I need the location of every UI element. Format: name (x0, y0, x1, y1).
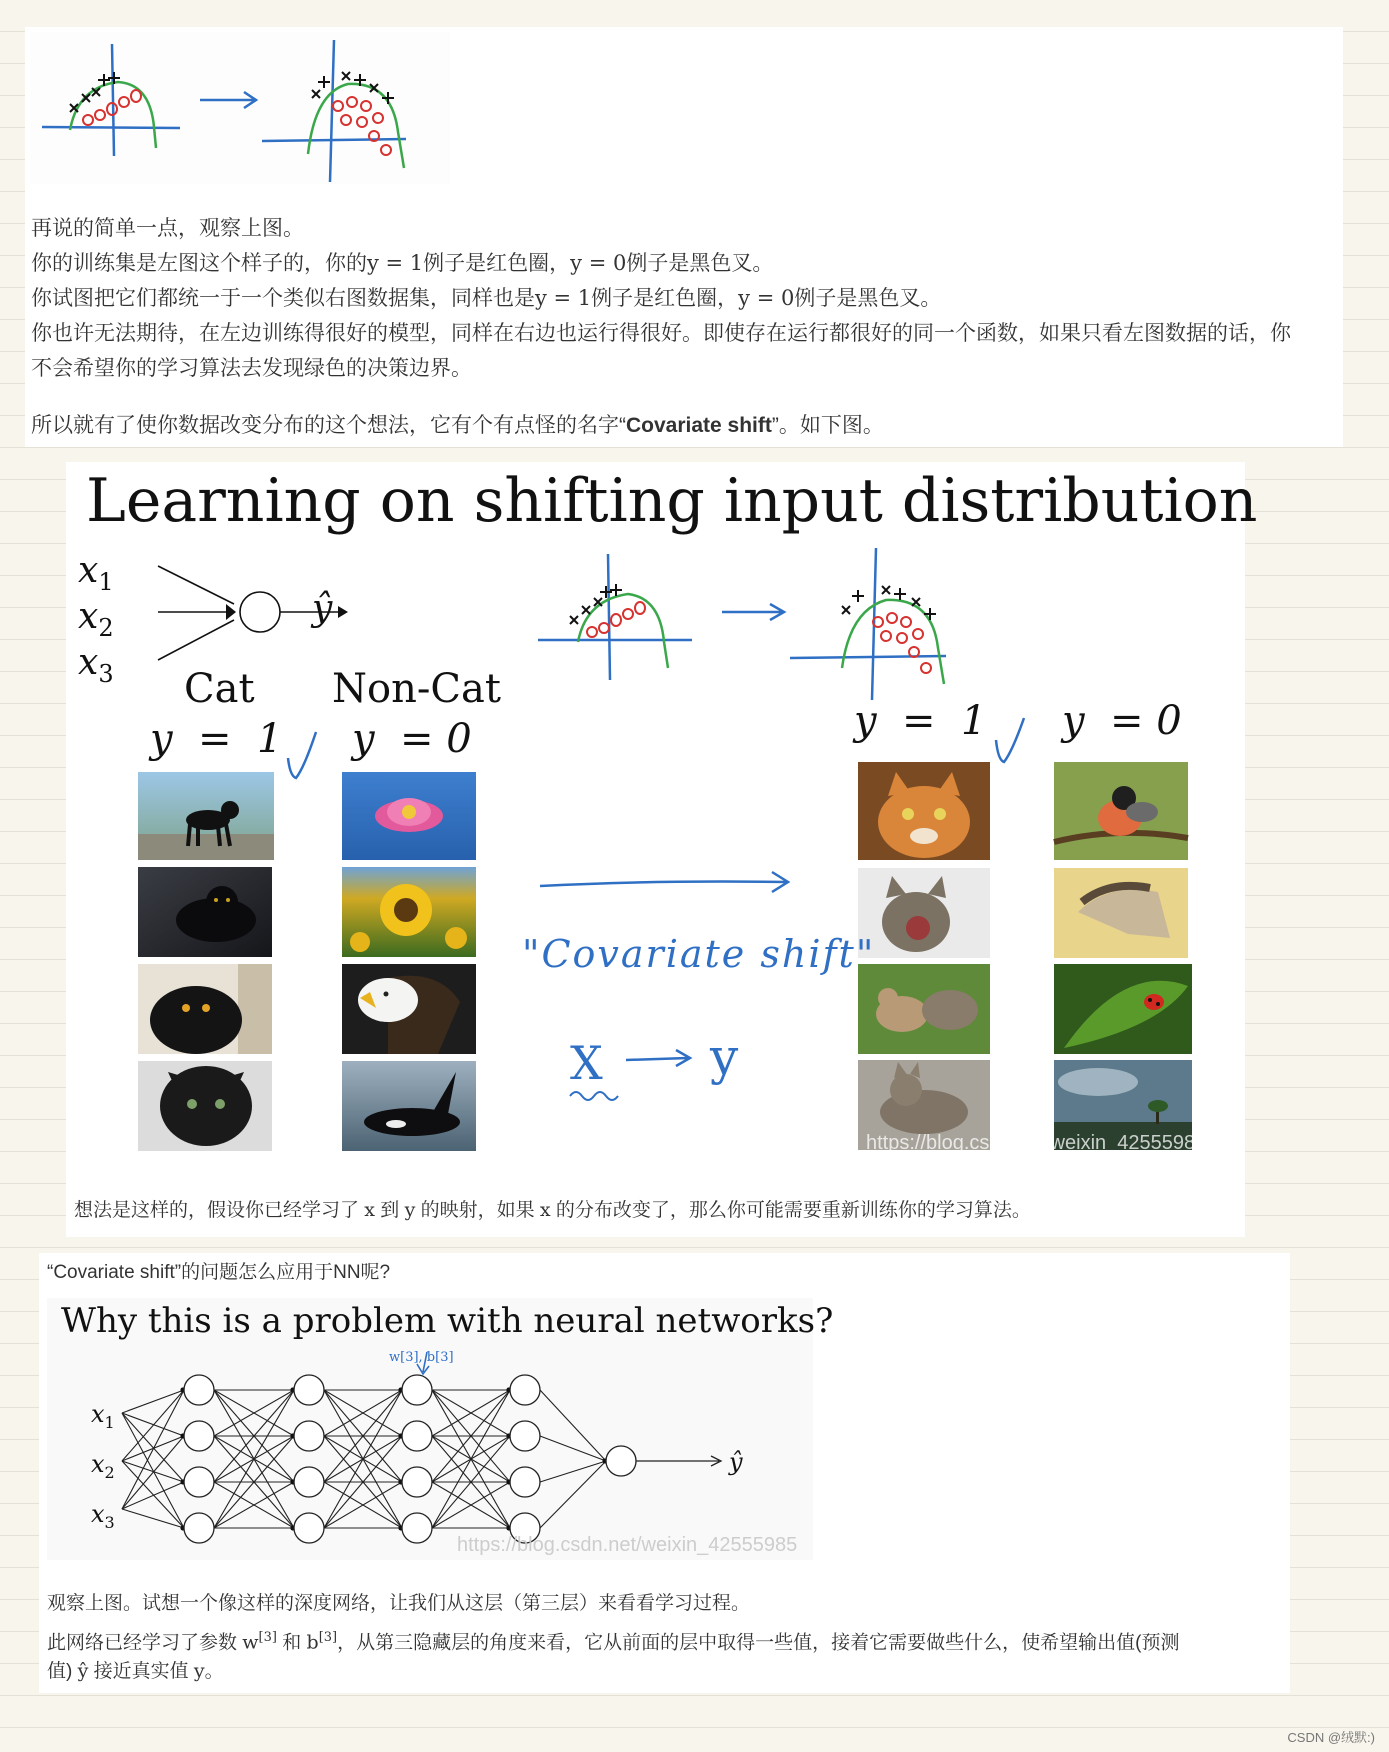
hidden-node (606, 1446, 636, 1476)
flower-photo (342, 772, 476, 860)
connection (122, 1390, 184, 1509)
x-to-y-arrow-icon (622, 1044, 702, 1074)
cat-photo-5 (858, 762, 990, 860)
image-grid-left (138, 772, 478, 1152)
image-grid-right (858, 762, 1194, 1152)
slide-title: Learning on shifting input distribution (86, 466, 1258, 536)
connection (540, 1436, 606, 1461)
cat-photo-6 (858, 868, 990, 958)
noncat-label: Non-Cat (332, 666, 501, 712)
cat-photo-3 (138, 964, 272, 1054)
output-arrow (636, 1456, 721, 1466)
hidden-node (510, 1467, 540, 1497)
x-underline-icon (566, 1084, 626, 1104)
input-x1: $x_1$ (78, 550, 114, 597)
nn-input-x3: $x_3$ (91, 1500, 115, 1532)
connection (540, 1390, 606, 1461)
hidden-node (294, 1421, 324, 1451)
hidden-node (402, 1375, 432, 1405)
watermark: https://blog.csdn.net/weixin_42555985 (866, 1132, 1207, 1154)
orca-photo (342, 1061, 476, 1151)
nn-paragraph-1: 观察上图。试想一个像这样的深度网络，让我们从这层（第三层）来看看学习过程。 (47, 1593, 751, 1614)
cat-photo-1 (138, 772, 274, 860)
intro-line-4: 你也许无法期待，在左边训练得很好的模型，同样在右边也运行得很好。即使存在运行都很好的同一个函数，如果只看左图数据的话，你 (31, 322, 1291, 345)
slide-shift-sketch (532, 544, 972, 704)
right-label-y0: y = 0 (1062, 698, 1182, 744)
cat-photo-4 (138, 1061, 272, 1151)
horse-photo (1054, 868, 1188, 958)
text-card-neural-networks (39, 1253, 1290, 1693)
hidden-node (294, 1513, 324, 1543)
intro-line-2: 你的训练集是左图这个样子的，你的y = 1例子是红色圈，y = 0例子是黑色叉。 (31, 251, 774, 275)
output-yhat: ŷ (312, 588, 333, 629)
connection (122, 1390, 184, 1413)
bird-photo (1054, 762, 1188, 860)
intro-line-6: 所以就有了使你数据改变分布的这个想法，它有个有点怪的名字“Covariate shift”。如下图。 (31, 414, 884, 437)
slide-covariate-shift (66, 462, 1258, 1237)
nn-slide-title: Why this is a problem with neural networks? (61, 1301, 834, 1341)
hidden-node (294, 1467, 324, 1497)
hidden-node (184, 1513, 214, 1543)
hidden-node (184, 1421, 214, 1451)
hidden-node (510, 1421, 540, 1451)
neural-network-diagram (47, 1298, 813, 1560)
hidden-node (510, 1375, 540, 1405)
hidden-node (402, 1421, 432, 1451)
hidden-node (402, 1467, 432, 1497)
connection (122, 1482, 184, 1509)
slide-caption: 想法是这样的，假设你已经学习了 x 到 y 的映射，如果 x 的分布改变了，那么你可能需要重新训练你的学习算法。 (74, 1199, 1031, 1221)
nn-paragraph-3: 值) ŷ 接近真实值 y。 (47, 1660, 224, 1682)
text-card-intro (25, 27, 1343, 447)
intro-line-5: 不会希望你的学习算法去发现绿色的决策边界。 (31, 357, 472, 380)
covariate-shift-annotation: "Covariate shift" (522, 932, 876, 976)
shift-sketch-illustration (30, 32, 450, 184)
intro-line-3: 你试图把它们都统一于一个类似右图数据集，同样也是y = 1例子是红色圈，y = 0例子是黑色叉。 (31, 286, 942, 310)
hidden-node (184, 1467, 214, 1497)
input-x2: $x_2$ (78, 596, 114, 643)
nn-question: “Covariate shift”的问题怎么应用于NN呢? (47, 1262, 391, 1283)
left-label-y1: y = 1 (150, 716, 283, 762)
hidden-node (402, 1513, 432, 1543)
ladybug-photo (1054, 964, 1192, 1054)
input-x3: $x_3$ (78, 642, 114, 689)
nn-input-x1: $x_1$ (91, 1400, 115, 1432)
hidden-node (294, 1375, 324, 1405)
nn-slide (47, 1298, 834, 1560)
cat-photo-7 (858, 964, 990, 1054)
hidden-node (184, 1375, 214, 1405)
intro-line-1: 再说的简单一点，观察上图。 (31, 217, 304, 240)
handwritten-note: w[3], b[3] (389, 1350, 454, 1365)
right-label-y1: y = 1 (854, 698, 987, 744)
left-label-y0: y = 0 (352, 716, 472, 762)
cat-photo-2 (138, 867, 272, 957)
annotation-x: X (570, 1036, 603, 1090)
cat-label: Cat (184, 666, 255, 712)
nn-input-x2: $x_2$ (91, 1450, 115, 1482)
nn-paragraph-2: 此网络已经学习了参数 w[3] 和 b[3]，从第三隐藏层的角度来看，它从前面的层中取得一些值，接着它需要做些什么，使希望输出值(预测 (47, 1630, 1180, 1654)
annotation-y: y (710, 1028, 739, 1086)
eagle-photo (342, 964, 476, 1054)
sunflower-photo (342, 867, 476, 957)
shift-arrow-icon (536, 862, 796, 902)
connection (122, 1413, 184, 1436)
csdn-footer: CSDN @绒默:) (1287, 1730, 1375, 1745)
nn-watermark: https://blog.csdn.net/weixin_42555985 (457, 1534, 798, 1556)
nn-output-yhat: ŷ (729, 1448, 743, 1476)
